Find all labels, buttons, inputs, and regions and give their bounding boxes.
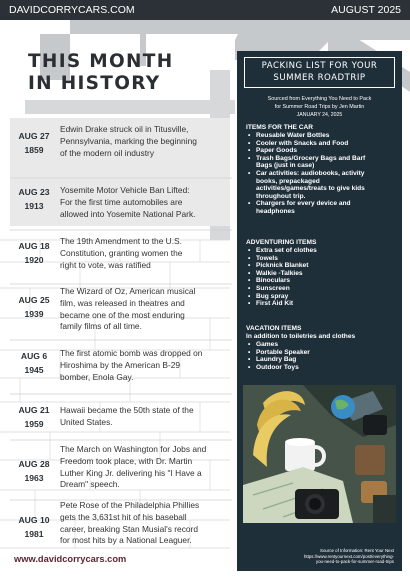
list-item: • Chargers for every device and headphones [246, 200, 396, 215]
section-title-vacation: VACATION ITEMS [246, 325, 302, 332]
event-year: 1945 [24, 364, 44, 375]
event-year: 1939 [24, 308, 44, 319]
credit-link-line-2[interactable]: you-need-to-pack-for-summer-road-trips [315, 559, 394, 565]
adventuring-items-list [246, 247, 396, 308]
panel-title-line-1: PACKING LIST FOR YOUR [261, 61, 378, 71]
panel-date: JANUARY 24, 2025 [296, 112, 343, 118]
panel-title-box [244, 57, 395, 88]
event-line: gets the 3,631st hit of his baseball [60, 511, 187, 522]
list-item: • Extra set of clothes [246, 247, 396, 255]
list-item: • Cooler with Snacks and Food [246, 140, 396, 148]
event-line: of the modern oil industry [60, 147, 155, 158]
event-year: 1963 [24, 472, 44, 483]
event-year: 1959 [24, 418, 44, 429]
event-line: The Wizard of Oz, American musical [60, 286, 196, 296]
list-item: • Outdoor Toys [246, 364, 396, 372]
vacation-items-list [246, 341, 396, 371]
event-day: AUG 25 [18, 295, 50, 305]
event-day: AUG 28 [18, 459, 50, 469]
event-line: right to vote, was ratified [60, 259, 151, 270]
panel-title [245, 58, 394, 84]
event-line: career, breaking Stan Musial's record [60, 523, 198, 534]
event-line: Hawaii became the 50th state of the [60, 405, 194, 415]
event-day: AUG 27 [18, 131, 50, 141]
issue-date: AUGUST 2025 [331, 4, 401, 16]
event-line: Constitution, granting women the [60, 247, 183, 258]
event-day: AUG 18 [18, 241, 50, 251]
panel-source [245, 96, 394, 111]
packing-photo [243, 385, 396, 523]
event-line: Luther King Jr. delivering his "I Have a [60, 467, 202, 478]
credit-link-line-1[interactable]: https://www.rentyournext.com/post/everything- [303, 553, 394, 559]
site-name[interactable]: DAVIDCORRYCARS.COM [9, 4, 135, 16]
event-line: The first atomic bomb was dropped on [60, 348, 203, 358]
list-item: • Portable Speaker [246, 349, 396, 357]
event-line: For the first time automobiles are [60, 196, 183, 207]
list-item: • Walkie -Talkies [246, 270, 396, 278]
event-line: for most hits by a National Leaguer. [60, 535, 192, 546]
section-title-car: ITEMS FOR THE CAR [246, 124, 314, 131]
event-line: allowed into Yosemite National Park. [60, 208, 196, 219]
list-item: • Picknick Blanket [246, 262, 396, 270]
event-line: The March on Washington for Jobs and [60, 444, 207, 454]
event-line: Yosemite Motor Vehicle Ban Lifted: [60, 185, 190, 195]
panel-source-line-1: Sourced from Everything You Need to Pack [267, 96, 372, 102]
car-items-list [246, 132, 396, 216]
section-intro: In addition to toiletries and clothes [246, 333, 356, 340]
event-line: Pennsylvania, marking the beginning [60, 135, 197, 146]
event-line: United States. [60, 416, 113, 427]
event-year: 1913 [24, 200, 44, 211]
event-day: AUG 21 [18, 405, 50, 415]
page-title-line-1: THIS MONTH [28, 51, 174, 72]
event-day: AUG 23 [18, 187, 50, 197]
event-line: Edwin Drake struck oil in Titusville, [60, 124, 189, 134]
panel-source-line-2: for Summer Road Trips by Jen Martin [274, 103, 365, 110]
event-year: 1981 [24, 528, 44, 539]
credit-line-1: Source of Information: Rent Your Next [320, 548, 394, 553]
event-year: 1859 [24, 144, 44, 155]
footer-website-link[interactable]: www.davidcorrycars.com [14, 554, 127, 564]
event-line: film, was released in theatres and [60, 297, 185, 308]
event-day: AUG 10 [18, 515, 50, 525]
list-item: • Towels [246, 255, 396, 263]
list-item: • Binoculars [246, 277, 396, 285]
event-line: bomber, Enola Gay. [60, 371, 134, 382]
list-item: • Games [246, 341, 396, 349]
event-line: Freedom took place, with Dr. Martin [60, 455, 193, 466]
list-item: • Laundry Bag [246, 356, 396, 364]
event-line: Pete Rose of the Philadelphia Phillies [60, 500, 200, 510]
event-day: AUG 6 [20, 351, 48, 361]
list-item: • Reusable Water Bottles [246, 132, 396, 140]
page-title-line-2: IN HISTORY [28, 73, 161, 94]
event-line: became one of the most enduring [60, 309, 185, 320]
list-item: • Trash Bags/Grocery Bags and Barf Bags (just in case) [246, 155, 396, 170]
list-item: • Bug spray [246, 293, 396, 301]
list-item: • Paper Goods [246, 147, 396, 155]
list-item: • Car activities: audiobooks, activity books, prepackaged activities/games/treats to give kids throughout trip. [246, 170, 396, 200]
packing-list-panel [237, 51, 402, 571]
panel-title-line-2: SUMMER ROADTRIP [273, 72, 366, 83]
list-item: • First Aid Kit [246, 300, 396, 308]
list-item: • Sunscreen [246, 285, 396, 293]
event-year: 1920 [24, 254, 44, 265]
event-line: The 19th Amendment to the U.S. [60, 236, 182, 246]
event-line: Hiroshima by the American B-29 [60, 359, 181, 370]
event-line: family films of all time. [60, 321, 142, 332]
section-title-adventuring: ADVENTURING ITEMS [246, 239, 317, 246]
event-line: Dream" speech. [60, 479, 120, 490]
panel-credit [245, 548, 394, 565]
